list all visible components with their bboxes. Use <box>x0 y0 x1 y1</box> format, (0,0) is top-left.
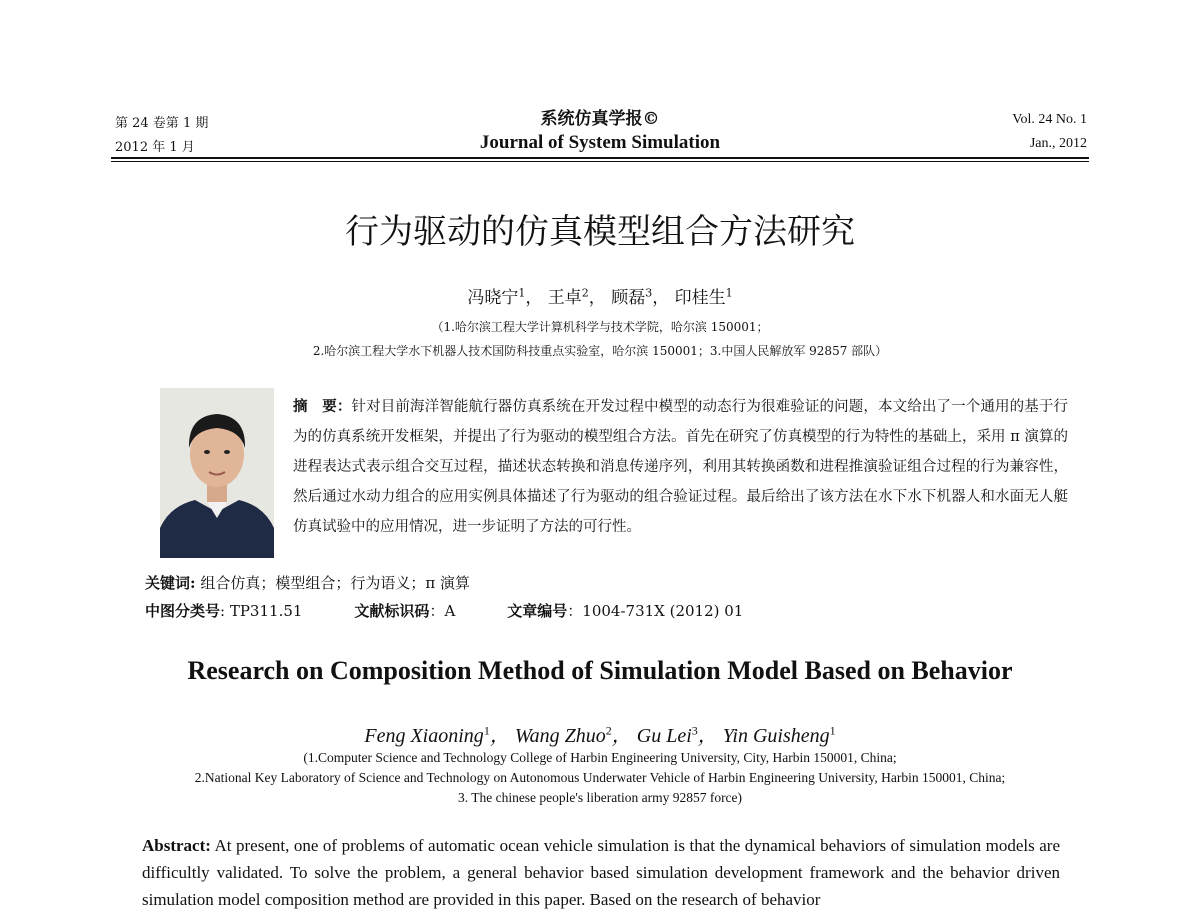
keywords-label: 关键词: <box>145 574 196 592</box>
author-cn: 顾磊 <box>611 288 646 308</box>
header-rule-thick <box>111 157 1089 159</box>
keywords-cn <box>145 572 470 593</box>
author-separator: ， <box>489 725 510 747</box>
date-cn: 2012 年 1 月 <box>115 140 195 155</box>
abstract-cn-text: 针对目前海洋智能航行器仿真系统在开发过程中模型的动态行为很难验证的问题，本文给出了一个通用的基于行为的仿真系统开发框架，并提出了行为驱动的模型组合方法。首先在研究了仿真模型的行为特性的基础上，采用 π 演算的进程表达式表示组合交互过程，描述状态转换和消息传递序列，利用其转换函数和进程推演验证组合过程的行为兼容性，然后通过水动力组合的应用实例具体描述了行为驱动的组合验证过程。最后给出了该方法在水下水下机器人和水面无人艇仿真试验中的应用情况，进一步证明了方法的可行性。 <box>293 399 1068 535</box>
abstract-cn-label: 摘 要： <box>293 398 352 415</box>
author-cn: 冯晓宁 <box>467 288 519 308</box>
author-en: Yin Guisheng <box>722 725 830 747</box>
doc-code-label: 文献标识码 <box>354 602 430 620</box>
author-separator: ， <box>588 288 606 308</box>
author-sup: 1 <box>518 286 526 300</box>
affiliation-en-line-1: (1.Computer Science and Technology College of Harbin Engineering University, City, Harbin 150001, China; <box>303 750 897 765</box>
affiliation-cn-line-2: 2.哈尔滨工程大学水下机器人技术国防科技重点实验室，哈尔滨 150001；3.中国人民解放军 92857 部队） <box>312 344 888 358</box>
affiliation-en-line-3: 3. The chinese people's liberation army 92857 force) <box>457 790 743 805</box>
author-en: Feng Xiaoning <box>364 725 484 747</box>
date-en: Jan., 2012 <box>1029 136 1087 151</box>
abstract-en-label: Abstract: <box>142 836 211 855</box>
author-list-en <box>0 719 1200 748</box>
author-list-cn <box>0 283 1200 308</box>
author-portrait-icon <box>160 388 274 558</box>
paper-title-en: Research on Composition Method of Simulation Model Based on Behavior <box>187 656 1013 685</box>
affiliation-en-line-2: 2.National Key Laboratory of Science and Technology on Autonomous Underwater Vehicle of Harbin Engineering University, Harbin 150001, China; <box>194 770 1006 785</box>
header-rule-thin <box>111 161 1089 162</box>
author-cn: 印桂生 <box>674 288 726 308</box>
volume-issue-cn: 第 24 卷第 1 期 <box>115 116 209 131</box>
paper-title-cn: 行为驱动的仿真模型组合方法研究 <box>345 212 855 252</box>
author-sup: 1 <box>829 723 836 738</box>
article-no-label: 文章编号 <box>507 602 568 620</box>
author-separator: ， <box>525 288 543 308</box>
keywords-text: 组合仿真；模型组合；行为语义；π 演算 <box>200 574 470 592</box>
journal-name-cn: 系统仿真学报© <box>540 109 660 129</box>
volume-issue-en: Vol. 24 No. 1 <box>1012 112 1087 127</box>
article-no-value: ：1004-731X (2012) 01 <box>567 602 744 620</box>
author-sup: 1 <box>725 286 733 300</box>
author-sup: 3 <box>645 286 653 300</box>
author-en: Gu Lei <box>636 725 692 747</box>
author-sup: 2 <box>581 286 589 300</box>
author-cn: 王卓 <box>547 288 582 308</box>
abstract-en <box>142 832 1060 913</box>
abstract-cn <box>293 392 1068 542</box>
author-sup: 3 <box>691 723 698 738</box>
author-sup: 1 <box>483 723 490 738</box>
classification-row <box>145 600 905 621</box>
abstract-en-text: At present, one of problems of automatic ocean vehicle simulation is that the dynamical behaviors of simulation models are difficultly validated. To solve the problem, a general behavior based simulation development framework and the behavior driven simulation model composition method are provided in this paper. Based on the research of behavior <box>142 836 1061 909</box>
author-photo <box>160 388 274 558</box>
author-en: Wang Zhuo <box>514 725 606 747</box>
class-label: 中图分类号 <box>145 602 221 620</box>
author-separator: ， <box>611 725 632 747</box>
journal-name-en: Journal of System Simulation <box>479 132 721 153</box>
author-separator: ， <box>697 725 718 747</box>
doc-code-value: ：A <box>429 602 456 620</box>
affiliation-cn-line-1: （1.哈尔滨工程大学计算机科学与技术学院，哈尔滨 150001； <box>431 320 769 334</box>
author-sup: 2 <box>605 723 612 738</box>
author-separator: ， <box>652 288 670 308</box>
class-value: : TP311.51 <box>220 602 303 620</box>
